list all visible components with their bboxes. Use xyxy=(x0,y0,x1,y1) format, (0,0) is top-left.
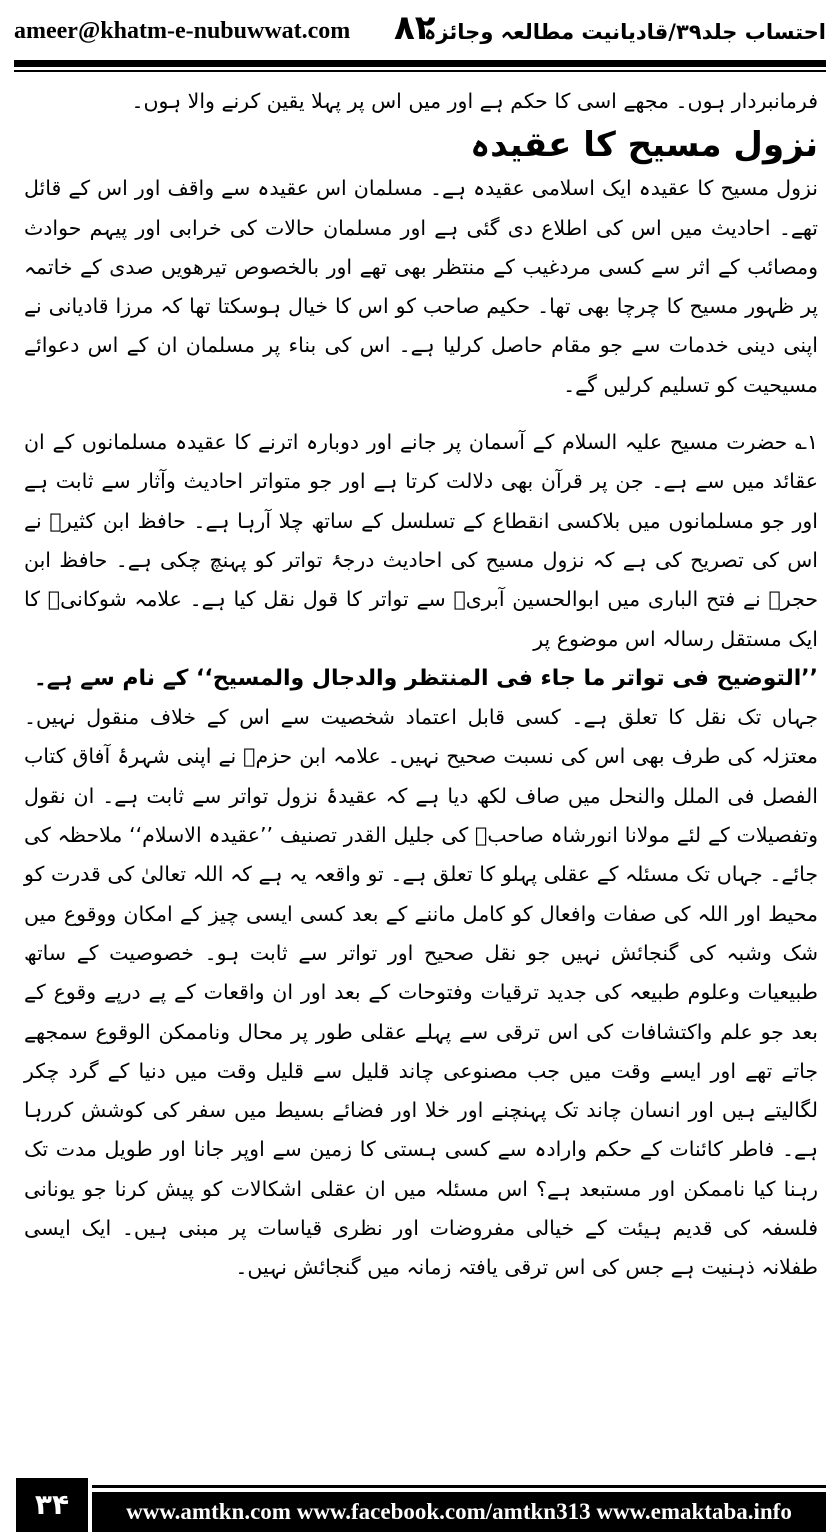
header-rule-thin xyxy=(14,70,826,72)
footnote-part2: جہاں تک نقل کا تعلق ہے۔ کسی قابل اعتماد شخصیت سے اس کے خلاف منقول نہیں۔ معتزلہ کی طرف بھی اس کی نسبت صحیح نہیں۔ علامہ ابن حزمؒ نے اپنی شہرۂ آفاق کتاب الفصل فی الملل والنحل میں صاف لکھ دیا ہے کہ عقیدۂ نزول تواتر سے ثابت ہے۔ ان نقول وتفصیلات کے لئے مولانا انورشاہ صاحبؒ کی جلیل القدر تصنیف ’’عقیدہ الاسلام‘‘ ملاحظہ کی جائے۔ جہاں تک مسئلہ کے عقلی پہلو کا تعلق ہے۔ تو واقعہ یہ ہے کہ اللہ تعالیٰ کی قدرت کو محیط اور اللہ کی صفات وافعال کو کامل ماننے کے بعد کسی ایسی چیز کے امکان ووقوع میں شک وشبہ کی گنجائش نہیں جو نقل صحیح اور تواتر سے ثابت ہو۔ خصوصیت کے ساتھ طبیعیات وعلوم طبیعہ کی جدید ترقیات وفتوحات کے بعد اور ان واقعات کے پے درپے وقوع کے بعد جو علم واکتشافات کی اس ترقی سے پہلے عقلی طور پر محال وناممکن الوقوع سمجھے جاتے تھے اور ایسے وقت میں جب مصنوعی چاند قلیل سے قلیل وقت میں دنیا کے گرد چکر لگالیتے ہیں اور انسان چاند تک پہنچنے اور خلا اور فضائے بسیط میں سفر کی کوشش کررہا ہے۔ فاطر کائنات کے حکم وارادہ سے کسی ہستی کا زمین سے اوپر جانا اور طویل مدت تک رہنا کیا ناممکن اور مستبعد ہے؟ اس مسئلہ میں ان عقلی اشکالات کو پیش کرنا جو یونانی فلسفہ کی قدیم ہیئت کے خیالی مفروضات اور نظری قیاسات پر مبنی ہیں۔ ایک ایسی طفلانہ ذہنیت ہے جس کی اس ترقی یافتہ زمانہ میں گنجائش نہیں۔ xyxy=(24,705,818,1280)
header-email: ameer@khatm-e-nubuwwat.com xyxy=(14,18,351,44)
footer-rule xyxy=(92,1485,826,1488)
section-heading: نزول مسیح کا عقیدہ xyxy=(470,125,818,166)
header-title: احتساب جلد۳۹/قادیانیت مطالعہ وجائزہ xyxy=(424,20,826,44)
paragraph-main: نزول مسیح کا عقیدہ ایک اسلامی عقیدہ ہے۔ مسلمان اس عقیدہ سے واقف اور اس کے قائل تھے۔ احادیث میں اس کی اطلاع دی گئی ہے اور مسلمان حالات کی خرابی اور پیہم حوادث ومصائب کے اثر سے کسی مردغیب کے منتظر بھی تھے اور بالخصوص تیرھویں صدی کے خاتمہ پر ظہور مسیح کا چرچا بھی تھا۔ حکیم صاحب کو اس کا خیال ہوسکتا تھا کہ مرزا قادیانی نے اپنی دینی خدمات سے جو مقام حاصل کرلیا ہے۔ اس کی بناء پر مسلمان ان کے اس دعوائے مسیحیت کو تسلیم کرلیں گے۔ xyxy=(24,176,818,397)
footer-page-box: ۳۴ xyxy=(16,1478,88,1532)
book-title-line: ’’التوضیح فی تواتر ما جاء فی المنتظر والدجال والمسیح‘‘ کے نام سے ہے۔ xyxy=(33,665,818,691)
header-rule xyxy=(14,60,826,67)
footnote-separator xyxy=(24,415,818,417)
page-content xyxy=(24,82,818,1476)
header-page-number: ۸۲ xyxy=(394,8,436,48)
footnote-part1: ۱؎ حضرت مسیح علیہ السلام کے آسمان پر جانے اور دوبارہ اترنے کا عقیدہ مسلمانوں کے ان عقائد میں سے ہے۔ جن پر قرآن بھی دلالت کرتا ہے اور جو متواتر احادیث وآثار سے ثابت ہے اور جو مسلمانوں میں بلاکسی انقطاع کے تسلسل کے ساتھ چلا آرہا ہے۔ حافظ ابن کثیرؒ نے اس کی تصریح کی ہے کہ نزول مسیح کی احادیث درجۂ تواتر کو پہنچ چکی ہے۔ حافظ ابن حجرؒ نے فتح الباری میں ابوالحسین آبریؒ سے تواتر کا قول نقل کیا ہے۔ علامہ شوکانیؒ کا ایک مستقل رسالہ اس موضوع پر xyxy=(24,430,818,651)
page-header xyxy=(14,10,826,56)
footer-links: www.amtkn.com www.facebook.com/amtkn313 www.emaktaba.info xyxy=(92,1492,826,1532)
intro-line: فرمانبردار ہوں۔ مجھے اسی کا حکم ہے اور میں اس پر پہلا یقین کرنے والا ہوں۔ xyxy=(131,89,818,113)
